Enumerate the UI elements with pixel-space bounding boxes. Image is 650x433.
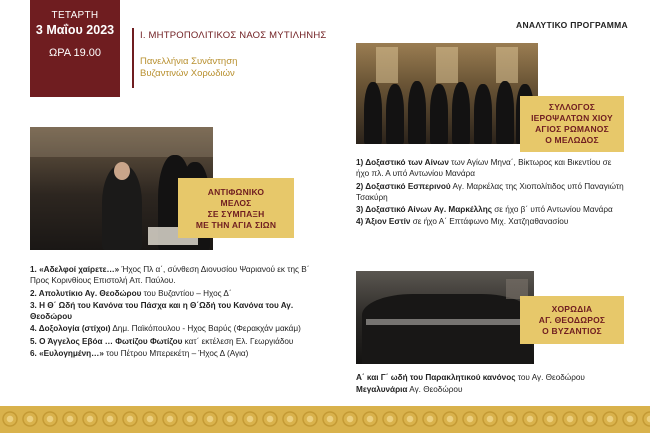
event-date: 3 Μαΐου 2023: [35, 23, 115, 37]
badge-chios: ΣΥΛΛΟΓΟΣ ΙΕΡΟΨΑΛΤΩΝ ΧΙΟΥ ΑΓΙΟΣ ΡΩΜΑΝΟΣ Ο ΜΕΛΩΔΟΣ: [520, 96, 624, 152]
choir-photo-chios: [356, 43, 538, 144]
list-item: 1) Δοξαστικό των Αίνων των Αγίων Μηνα΄, Βίκτωρος και Βικεντίου σε ήχο πλ. Α υπό Αντωνίου Μανάρα: [356, 158, 612, 179]
list-item: 2. Απολυτίκιο Αγ. Θεοδώρου του Βυζαντίου – Ηχος Δ΄: [30, 288, 232, 298]
date-box: [30, 0, 120, 97]
church-name: Ι. ΜΗΤΡΟΠΟΛΙΤΙΚΟΣ ΝΑΟΣ ΜΥΤΙΛΗΝΗΣ: [140, 30, 327, 41]
program-title: ΑΝΑΛΥΤΙΚΟ ΠΡΟΓΡΑΜΜΑ: [516, 20, 628, 30]
badge-antiphonal: ΑΝΤΙΦΩΝΙΚΟ ΜΕΛΟΣ ΣΕ ΣΥΜΠΑΞΗ ΜΕ ΤΗΝ ΑΓΙΑ ΣΙΩΝ: [178, 178, 294, 238]
list-item: 3) Δοξαστικό Αίνων Αγ. Μαρκέλλης σε ήχο β΄ υπό Αντωνίου Μανάρα: [356, 205, 613, 215]
list-item: 5. Ο Άγγελος Εβόα … Φωτίζου Φωτίζου κατ΄ εκτέλεση Ελ. Γεωργιάδου: [30, 336, 294, 346]
event-time: ΩΡΑ 19.00: [48, 47, 102, 59]
program-list-chios: [356, 157, 626, 229]
badge-theodoros: ΧΟΡΩΔΙΑ ΑΓ. ΘΕΟΔΩΡΟΣ Ο ΒΥΖΑΝΤΙΟΣ: [520, 296, 624, 344]
list-item: 2) Δοξαστικό Εσπερινού Αγ. Μαρκέλας της Χιοπολίτιδος υπό Παναγιώτη Τσακύρη: [356, 181, 624, 202]
program-list-antiphonal: [30, 264, 312, 360]
event-day: ΤΕΤΑΡΤΗ: [51, 10, 99, 21]
list-item: 3. Η Θ΄ Ωδή του Κανόνα του Πάσχα και η Θ΄Ωδή του Κανόνα του Αγ. Θεοδώρου: [30, 300, 294, 322]
header-divider: [132, 28, 134, 88]
list-item: Μεγαλυνάρια Αγ. Θεοδώρου: [356, 385, 463, 395]
choir-photo-theodoros: [356, 271, 534, 364]
list-item: 4) Άξιον Εστίν σε ήχο Α΄ Επτάφωνο Μιχ. Χατζηαθανασίου: [356, 217, 569, 227]
ornamental-footer-band: [0, 406, 650, 433]
list-item: 6. «Ευλογημένη…» του Πέτρου Μπερεκέτη – Ήχος Δ (Αγια): [30, 349, 249, 359]
list-item: Α΄ και Γ΄ ωδή του Παρακλητικού κανόνος του Αγ. Θεοδώρου: [356, 373, 585, 382]
list-item: 4. Δοξολογία (στίχοι) Δημ. Παϊκόπουλου - Ηχος Βαρύς (Φερακχάν μακάμ): [30, 324, 301, 334]
event-title-line2: Βυζαντινών Χορωδιών: [140, 68, 235, 79]
program-list-theodoros: [356, 372, 626, 397]
event-title: [140, 56, 237, 80]
list-item: 1. «Αδελφοί χαίρετε…» Ήχος Πλ α΄, σύνθεση Διονυσίου Ψαριανού εκ της Β΄ Προς Κορινθίους Επιστολή Απ. Παύλου.: [30, 265, 310, 286]
event-title-line1: Πανελλήνια Συνάντηση: [140, 56, 238, 67]
